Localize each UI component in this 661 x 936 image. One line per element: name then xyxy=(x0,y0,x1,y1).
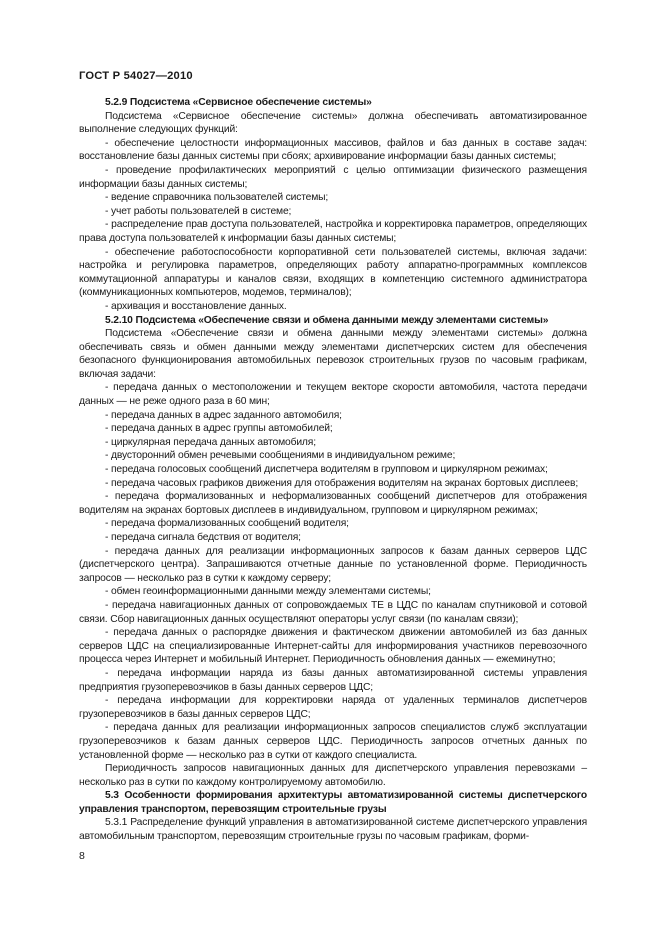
list-item: - обмен геоинформационными данными между элементами системы; xyxy=(105,586,431,598)
paragraph: 5.3.1 Распределение функций управления в автоматизированной системе диспетчерского управления автомобильным транспортом, перевозящим строительные грузы по часовым графикам, форми- xyxy=(79,817,587,843)
list-item: - передача голосовых сообщений диспетчера водителям в групповом и циркулярном режимах; xyxy=(105,464,548,476)
list-item: - циркулярная передача данных автомобиля; xyxy=(105,436,316,448)
list-item: - передача формализованных и неформализованных сообщений диспетчеров для отображения водителям на экранах бортовых дисплеев в индивидуальном, групповом и циркулярном режимах; xyxy=(79,491,587,516)
list-item: - передача данных в адрес заданного автомобиля; xyxy=(105,409,342,421)
list-item: - архивация и восстановление данных. xyxy=(105,300,287,312)
list-item: - передача данных в адрес группы автомобилей; xyxy=(105,423,333,435)
list-item: - передача данных для реализации информационных запросов к базам данных серверов ЦДС (диспетчерского центра). Запрашиваются отчетные данные по установленной форме. Периодичность запросов — несколько раз в сутки к каждому серверу; xyxy=(79,545,587,584)
list-item: - передача информации для корректировки наряда от удаленных терминалов диспетчеров грузоперевозчиков в базы данных серверов ЦДС; xyxy=(79,695,587,720)
list-item: - проведение профилактических мероприятий с целью оптимизации физического размещения информации базы данных системы; xyxy=(79,164,587,190)
list-item: - обеспечение работоспособности корпоративной сети пользователей системы, включая задачи: настройка и регулировка параметров, определяющих работу аппаратно-программных комплексов коммутационной аппаратуры и каналов связи, входящих в компетенцию системного администратора (коммуникационных компьютеров, модемов, терминалов); xyxy=(79,246,587,299)
section-heading: 5.3 Особенности формирования архитектуры автоматизированной системы диспетчерского управления транспортом, перевозящим строительные грузы xyxy=(79,790,587,815)
list-item: - передача данных для реализации информационных запросов специалистов служб эксплуатации грузоперевозчиков к базам данных серверов ЦДС. Периодичность запросов отчетных данных по установленной форме — несколько раз в сутки от каждого специалиста. xyxy=(79,722,587,761)
list-item: - обеспечение целостности информационных массивов, файлов и баз данных в составе задач: восстановление базы данных системы при сбоях; архивирование информации базы данных системы; xyxy=(79,137,587,163)
document-header: ГОСТ Р 54027—2010 xyxy=(79,70,193,82)
list-item: - двусторонний обмен речевыми сообщениями в индивидуальном режиме; xyxy=(105,450,456,462)
list-item: - передача данных о местоположении и текущем векторе скорости автомобиля, частота передачи данных — не реже одного раза в 60 мин; xyxy=(79,382,587,408)
list-item: - передача информации наряда из базы данных автоматизированной системы управления предприятия грузоперевозчиков в базы данных серверов ЦДС; xyxy=(79,667,587,693)
list-item: - передача навигационных данных от сопровождаемых ТЕ в ЦДС по каналам спутниковой и сотовой связи. Сбор навигационных данных осуществляют операторы услуг связи (по каналам связи); xyxy=(79,599,587,625)
list-item: - передача сигнала бедствия от водителя; xyxy=(105,532,301,543)
document-body xyxy=(79,96,587,844)
paragraph: Периодичность запросов навигационных данных для диспетчерского управления перевозками – несколько раз в сутки по каждому контролируемому автомобилю. xyxy=(79,763,587,788)
list-item: - учет работы пользователей в системе; xyxy=(105,205,292,217)
section-heading: 5.2.9 Подсистема «Сервисное обеспечение системы» xyxy=(105,97,372,108)
list-item: - передача данных о распорядке движения и фактическом движении автомобилей из баз данных серверов ЦДС на специализированные Интернет-сайты для информирования участников перевозочного процесса через Интернет и мобильный Интернет. Периодичность обновления данных — ежеминутно; xyxy=(79,627,587,666)
paragraph: Подсистема «Сервисное обеспечение системы» должна обеспечивать автоматизированное выполнение следующих функций: xyxy=(79,110,587,136)
list-item: - ведение справочника пользователей системы; xyxy=(105,192,329,204)
paragraph: Подсистема «Обеспечение связи и обмена данными между элементами системы» должна обеспечивать связь и обмен данными между элементами диспетчерских систем для обеспечения безопасного функционирования автомобильных перевозок строительных грузов по часовым графикам, включая задачи: xyxy=(79,328,587,380)
list-item: - распределение прав доступа пользователей, настройка и корректировка параметров, определяющих права доступа пользователей к информации базы данных системы; xyxy=(79,219,587,244)
page-number: 8 xyxy=(79,850,85,862)
list-item: - передача формализованных сообщений водителя; xyxy=(105,518,349,530)
section-heading: 5.2.10 Подсистема «Обеспечение связи и обмена данными между элементами системы» xyxy=(105,314,549,326)
list-item: - передача часовых графиков движения для отображения водителям на экранах бортовых дисплеев; xyxy=(105,477,579,489)
